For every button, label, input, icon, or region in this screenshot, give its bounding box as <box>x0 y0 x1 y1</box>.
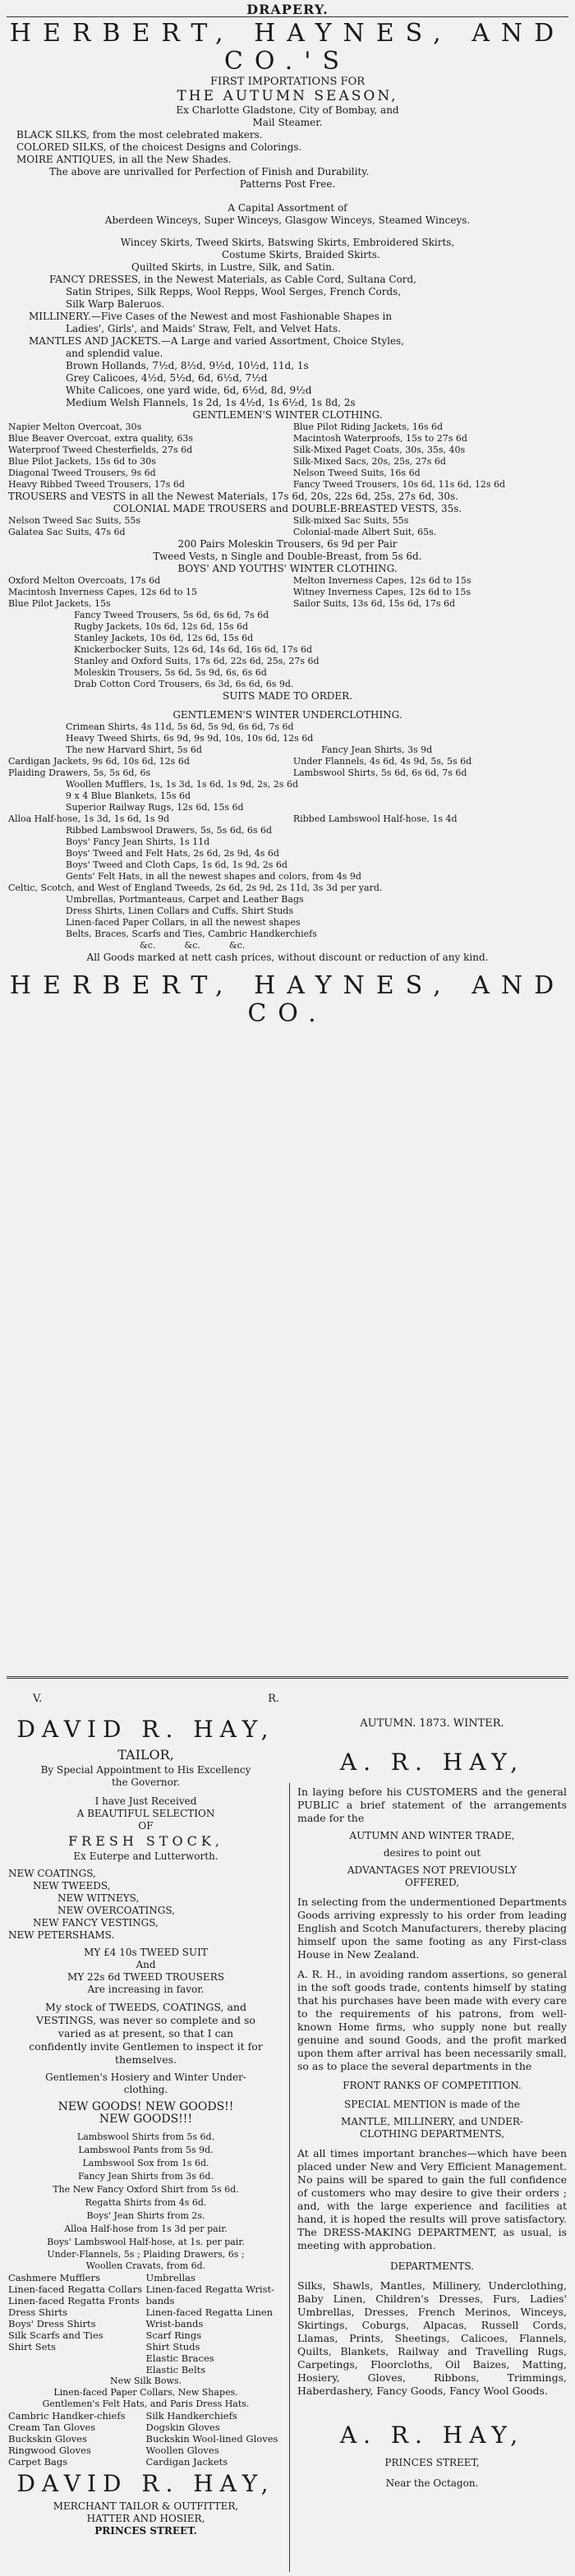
text-line: MOIRE ANTIQUES, in all the New Shades. <box>16 154 232 165</box>
text-line: OFFERED, <box>404 1877 460 1888</box>
ar-hay-advert <box>297 1717 567 2490</box>
david-hay-advert <box>8 1713 283 2537</box>
colonial-list: Nelson Tweed Sac Suits, 55s Silk-mixed Sac Suits, 55s Galatea Sac Suits, 47s 6d Colonial-made Albert Suit, 65s. <box>8 515 437 537</box>
text-line: and splendid value. <box>66 348 163 359</box>
text-line: A Capital Assortment of <box>228 202 347 214</box>
text-line: FRESH STOCK, <box>68 1833 223 1849</box>
winter-clothing-list: Napier Melton Overcoat, 30s Blue Pilot Riding Jackets, 16s 6d Blue Beaver Overcoat, extra quality, 63s Macintosh Waterproofs, 15s to 27s 6d Waterproof Tweed Chesterfields, 27s 6d Silk-Mixed Paget Coats, 30s, 35s, 40s Blue Pilot Jackets, 15s 6d to 30s Silk-Mixed Sacs, 20s, 25s, 27s 6d Diagonal Tweed Trousers, 9s 6d Nelson Tweed Suits, 16s 6d Heavy Ribbed Tweed Trousers, 17s 6d Fancy Tweed Trousers, 10s 6d, 11s 6d, 12s 6d <box>8 422 506 490</box>
subheading: BOYS' AND YOUTHS' WINTER CLOTHING. <box>177 563 398 574</box>
ship-line-2: Mail Steamer. <box>252 117 323 128</box>
text-line: NEW WITNEYS, <box>58 1892 140 1904</box>
text-line: Are increasing in favor. <box>87 1984 205 1995</box>
text-line: MANTLE, MILLINERY, and UNDER- <box>341 2116 523 2127</box>
text-line: the Governor. <box>111 1776 181 1788</box>
text-line: FRONT RANKS OF COMPETITION. <box>343 2080 522 2091</box>
ship-line: Ex Charlotte Gladstone, City of Bombay, and <box>176 104 399 116</box>
text-line: FANCY DRESSES, in the Newest Materials, as Cable Cord, Sultana Cord, <box>49 274 416 285</box>
vr-header: V. R. <box>33 1693 279 1705</box>
text-line: MILLINERY.—Five Cases of the Newest and most Fashionable Shapes in <box>29 311 393 322</box>
advert-name-2: A. R. HAY, <box>339 2422 525 2449</box>
text-line: Medium Welsh Flannels, 1s 2d, 1s 4½d, 1s 6½d, 1s 8d, 2s <box>66 397 356 408</box>
text-line: A BEAUTIFUL SELECTION <box>76 1808 215 1819</box>
text-line: MANTLES AND JACKETS.—A Large and varied Assortment, Choice Styles, <box>29 335 405 347</box>
first-importations: FIRST IMPORTATIONS FOR <box>209 76 366 88</box>
text-line: MY £4 10s TWEED SUIT <box>84 1947 208 1958</box>
text-line: Gentlemen's Felt Hats, and Paris Dress Hats. <box>42 2399 250 2409</box>
paragraph: My stock of TWEEDS, COATINGS, and VESTINGS, was never so complete and so varied as at present, so that I can confidently invite Gentlemen to inspect it for themselves. <box>29 2001 263 2066</box>
footer-note: All Goods marked at nett cash prices, without discount or reduction of any kind. <box>86 952 489 963</box>
autumn-season: THE AUTUMN SEASON, <box>177 88 398 104</box>
text-line: Brown Hollands, 7½d, 8½d, 9½d, 10½d, 11d, 1s <box>66 360 309 371</box>
text-line: Quilted Skirts, in Lustre, Silk, and Satin. <box>131 261 335 273</box>
text-line: Ex Euterpe and Lutterworth. <box>73 1850 218 1862</box>
text-line: Ladies', Girls', and Maids' Straw, Felt, and Velvet Hats. <box>66 323 341 334</box>
text-line: Satin Stripes, Silk Repps, Wool Repps, Wool Serges, French Cords, <box>66 286 402 297</box>
text-line: PRINCES STREET. <box>94 2525 197 2537</box>
text-line: NEW GOODS! NEW GOODS!! <box>58 2101 234 2113</box>
advert-title: HERBERT, HAYNES, AND CO.'S <box>9 19 566 76</box>
season-line: AUTUMN. 1873. WINTER. <box>360 1717 504 1730</box>
text-line: MERCHANT TAILOR & OUTFITTER, <box>53 2500 239 2512</box>
text-line: desires to point out <box>383 1847 481 1859</box>
text-line: ADVANTAGES NOT PREVIOUSLY <box>347 1864 518 1876</box>
text-line: PRINCES STREET, <box>384 2457 480 2468</box>
boys-list: Oxford Melton Overcoats, 17s 6d Melton Inverness Capes, 12s 6d to 15s Macintosh Inverness Capes, 12s 6d to 15 Witney Inverness Capes, 12s 6d to 15s Blue Pilot Jackets, 15s Sailor Suits, 13s 6d, 15s 6d, 17s 6d <box>8 575 472 609</box>
column-divider <box>289 1783 290 2572</box>
text-line: COLORED SILKS, of the choicest Designs and Colorings. <box>16 141 302 153</box>
text-line: SPECIAL MENTION is made of the <box>344 2099 520 2110</box>
text-line: 200 Pairs Moleskin Trousers, 6s 9d per Pair <box>177 538 398 550</box>
text-line: Near the Octagon. <box>385 2477 479 2489</box>
text-line: NEW PETERSHAMS. <box>8 1929 115 1941</box>
section-heading: DRAPERY. <box>7 0 568 17</box>
paragraph: A. R. H., in avoiding random assertions, so general in the soft goods trade, contents himself by stating that his purchases have been made with every care to the requirements of his patrons, from well-known Home firms, who supply none but really genuine and sound Goods, and the profit marked upon them after arrival has been necessarily small, so as to place the several departments in the <box>297 1968 567 2072</box>
paragraph: Silks, Shawls, Mantles, Millinery, Underclothing, Baby Linen, Children's Dresses, Furs, Ladies' Umbrellas, Dresses, French Merinos, Winceys, Skirtings, Coburgs, Alpacas, Russell Cords, Llamas, Prints, Sheetings, Calicoes, Flannels, Quilts, Blankets, Railway and Travelling Rugs, Carpetings, Floorcloths, Oil Baizes, Matting, Hosiery, Gloves, Ribbons, Trimmings, Haberdashery, Fancy Goods, Fancy Wool Goods. <box>297 2279 567 2397</box>
text-line: Tweed Vests, n Single and Double-Breast, from 5s 6d. <box>153 551 422 562</box>
advert-name: DAVID R. HAY, <box>16 1716 275 1743</box>
gloves-table: Cambric Handker-chiefs Cream Tan Gloves Buckskin Gloves Ringwood Gloves Carpet Bags Silk Handkerchiefs Dogskin Gloves Buckskin Wool-lined Gloves Woollen Gloves Cardigan Jackets <box>8 2410 278 2468</box>
advert-name-2: DAVID R. HAY, <box>16 2470 275 2497</box>
boys-items: Fancy Tweed Trousers, 5s 6d, 6s 6d, 7s 6d Rugby Jackets, 10s 6d, 12s 6d, 15s 6d Stanley Jackets, 10s 6d, 12s 6d, 15s 6d Knickerbocker Suits, 12s 6d, 14s 6d, 16s 6d, 17s 6d Stanley and Oxford Suits, 17s 6d, 22s 6d, 25s, 27s 6d Moleskin Trousers, 5s 6d, 5s 9d, 6s, 6s 6d Drab Cotton Cord Trousers, 6s 3d, 6s 6d, 6s 9d. <box>74 610 320 689</box>
text-line: TAILOR, <box>117 1747 174 1763</box>
text-line: MY 22s 6d TWEED TROUSERS <box>67 1971 224 1983</box>
text-line: Woollen Cravats, from 6d. <box>85 2260 206 2271</box>
text-line: HATTER AND HOSIER, <box>86 2513 205 2524</box>
subheading: SUITS MADE TO ORDER. <box>222 690 353 702</box>
text-line: NEW COATINGS, <box>8 1868 96 1879</box>
text-line: New Silk Bows. <box>109 2376 182 2386</box>
herbert-haynes-advert <box>8 20 567 1028</box>
underclothing-list: Crimean Shirts, 4s 11d, 5s 6d, 5s 9d, 6s 6d, 7s 6d Heavy Tweed Shirts, 6s 9d, 9s 9d, 10s, 10s 6d, 12s 6d The new Harvard Shirt, 5s 6d Fancy Jean Shirts, 3s 9d Cardigan Jackets, 9s 6d, 10s 6d, 12s 6d Under Flannels, 4s 6d, 4s 9d, 5s, 5s 6d Plaiding Drawers, 5s, 5s 6d, 6s Lambswool Shirts, 5s 6d, 6s 6d, 7s 6d Woollen Mufflers, 1s, 1s 3d, 1s 6d, 1s 9d, 2s, 2s 6d 9 x 4 Blue Blankets, 15s 6d Superior Railway Rugs, 12s 6d, 15s 6d Alloa Half-hose, 1s 3d, 1s 6d, 1s 9d Ribbed Lambswool Half-hose, 1s 4d Ribbed Lambswool Drawers, 5s, 5s 6d, 6s 6d Boys' Fancy Jean Shirts, 1s 11d Boys' Tweed and Felt Hats, 2s 6d, 2s 9d, 4s 6d Boys' Tweed and Cloth Caps, 1s 6d, 1s 9d, 2s 6d Gents' Felt Hats, in all the newest shapes and colors, from 4s 9d Celtic, Scotch, and West of England Tweeds, 2s 6d, 2s 9d, 2s 11d, 3s 3d per yard. Umbrellas, Portmanteaus, Carpet and Leather Bags Dress Shirts, Linen Collars and Cuffs, Shirt Studs Linen-faced Paper Collars, in all the newest shapes Belts, Braces, Scarfs and Ties, Cambric Handkerchiefs &c. &c. &c. <box>8 721 472 951</box>
paragraph: In laying before his CUSTOMERS and the general PUBLIC a brief statement of the arrangements made for the <box>297 1786 567 1824</box>
text-line: Silk Warp Baleruos. <box>66 298 165 310</box>
text-line: BLACK SILKS, from the most celebrated makers. <box>16 129 263 141</box>
text-line: White Calicoes, one yard wide, 6d, 6½d, 8d, 9½d <box>66 385 312 396</box>
advert-name: A. R. HAY, <box>339 1749 525 1776</box>
text-line: DEPARTMENTS. <box>389 2260 474 2272</box>
text-line: NEW GOODS!!! <box>99 2113 193 2126</box>
subheading: COLONIAL MADE TROUSERS and DOUBLE-BREASTED VESTS, 35s. <box>113 503 462 514</box>
text-line: NEW OVERCOATINGS, <box>58 1905 175 1916</box>
text-line: Aberdeen Winceys, Super Winceys, Glasgow Winceys, Steamed Winceys. <box>104 214 471 226</box>
text-line: Costume Skirts, Braided Skirts. <box>222 249 380 260</box>
text-line: TROUSERS and VESTS in all the Newest Materials, 17s 6d, 20s, 22s 6d, 25s, 27s 6d, 30s. <box>8 491 459 502</box>
text-line: Gentlemen's Hosiery and Winter Under- <box>45 2071 246 2083</box>
text-line: clothing. <box>123 2084 168 2095</box>
subheading: GENTLEMEN'S WINTER UNDERCLOTHING. <box>172 709 402 721</box>
text-line: Wincey Skirts, Tweed Skirts, Batswing Skirts, Embroidered Skirts, <box>120 237 455 248</box>
subheading: GENTLEMEN'S WINTER CLOTHING. <box>192 409 383 421</box>
text-line: Linen-faced Paper Collars, New Shapes. <box>53 2387 238 2398</box>
accessory-table: Cashmere Mufflers Linen-faced Regatta Collars Linen-faced Regatta Fronts Dress Shirts Boys' Dress Shirts Silk Scarfs and Ties Shirt Sets Umbrellas Linen-faced Regatta Wrist-bands Linen-faced Regatta Linen Wrist-bands Scarf Rings Shirt Studs Elastic Braces Elastic Belts <box>8 2272 275 2376</box>
text-line: And <box>136 1959 156 1970</box>
text-line: AUTUMN AND WINTER TRADE, <box>349 1830 515 1841</box>
text-line: NEW FANCY VESTINGS, <box>33 1917 159 1929</box>
text-line: CLOTHING DEPARTMENTS, <box>359 2128 505 2140</box>
text-line: Grey Calicoes, 4½d, 5½d, 6d, 6½d, 7½d <box>66 372 268 384</box>
text-line: I have Just Received <box>94 1795 197 1807</box>
paragraph: In selecting from the undermentioned Departments Goods arriving expressly to his order from leading English and Scotch Manufacturers, thereby placing himself upon the same footing as any First-class House in New Zealand. <box>297 1896 567 1961</box>
text-line: NEW TWEEDS, <box>33 1880 111 1892</box>
text-line: OF <box>138 1820 154 1832</box>
items-list: Lambswool Shirts from 5s 6d. Lambswool Pants from 5s 9d. Lambswool Sox from 1s 6d. Fancy Jean Shirts from 3s 6d. The New Fancy Oxford Shirt from 5s 6d. Regatta Shirts from 4s 6d. Boys' Jean Shirts from 2s. Alloa Half-hose from 1s 3d per pair. Boys' Lambswool Half-hose, at 1s. per pair. <box>47 2131 245 2247</box>
advert-signature: HERBERT, HAYNES, AND CO. <box>9 971 566 1028</box>
text-line: Under-Flannels, 5s ; Plaiding Drawers, 6s ; <box>47 2249 245 2260</box>
text-line: The above are unrivalled for Perfection of Finish and Durability. <box>49 166 370 177</box>
paragraph: At all times important branches—which have been placed under New and Very Efficient Management. No pains will be spared to gain the full confidence of customers who may desire to give their orders ; and, with the large experience and facilities at hand, it is hoped the results will prove satisfactory. The DRESS-MAKING DEPARTMENT, as usual, is meeting with approbation. <box>297 2147 567 2251</box>
text-line: Patterns Post Free. <box>239 178 336 190</box>
text-line: By Special Appointment to His Excellency <box>40 1764 251 1776</box>
